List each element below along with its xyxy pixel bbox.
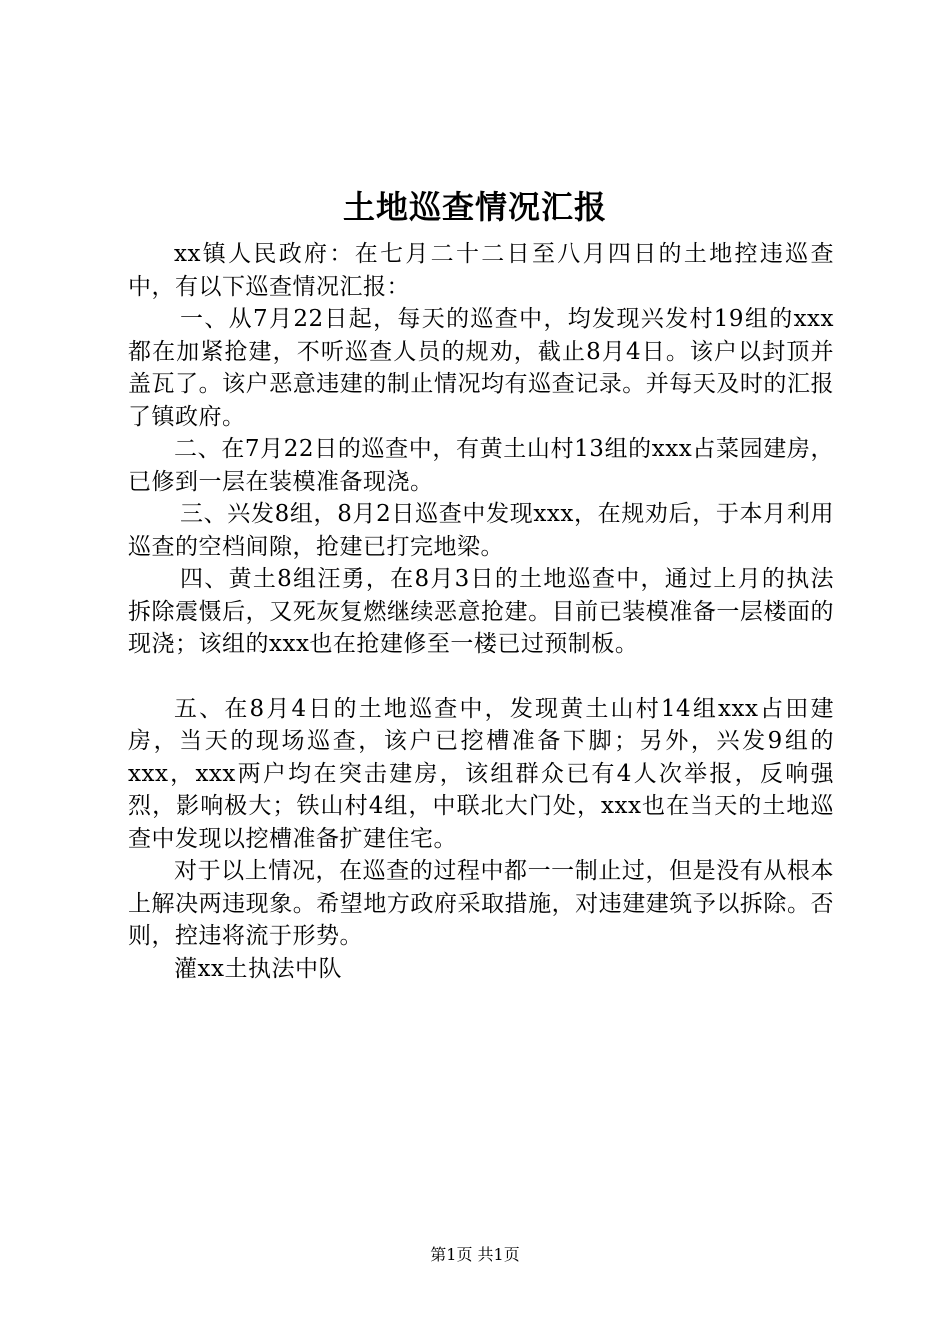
document-body (128, 238, 834, 985)
paragraph-salutation: xx镇人民政府：在七月二十二日至八月四日的土地控违巡查中，有以下巡查情况汇报： (128, 241, 834, 300)
paragraph-item-2: 二、在7月22日的巡查中，有黄土山村13组的xxx占菜园建房，已修到一层在装模准备现浇。 (128, 436, 834, 495)
paragraph-item-4: 四、黄土8组汪勇，在8月3日的土地巡查中，通过上月的执法拆除震慑后，又死灰复燃继续恶意抢建。目前已装模准备一层楼面的现浇；该组的xxx也在抢建修至一楼已过预制板。 (128, 566, 834, 657)
paragraph-conclusion: 对于以上情况，在巡查的过程中都一一制止过，但是没有从根本上解决两违现象。希望地方政府采取措施，对违建建筑予以拆除。否则，控违将流于形势。 (128, 858, 834, 949)
document-title: 土地巡查情况汇报 (342, 188, 607, 226)
paragraph-item-1: 一、从7月22日起，每天的巡查中，均发现兴发村19组的xxx都在加紧抢建，不听巡查人员的规劝，截止8月4日。该户以封顶并盖瓦了。该户恶意违建的制止情况均有巡查记录。并每天及时的汇报了镇政府。 (128, 306, 834, 430)
paragraph-item-3: 三、兴发8组，8月2日巡查中发现xxx，在规劝后，于本月利用巡查的空档间隙，抢建已打完地梁。 (128, 501, 834, 560)
page-footer: 第1页 共1页 (430, 1245, 520, 1264)
signature: 灌xx土执法中队 (174, 955, 342, 982)
paragraph-item-5: 五、在8月4日的土地巡查中，发现黄土山村14组xxx占田建房，当天的现场巡查，该户已挖槽准备下脚；另外，兴发9组的xxx，xxx两户均在突击建房，该组群众已有4人次举报，反响强烈，影响极大；铁山村4组，中联北大门处，xxx也在当天的土地巡查中发现以挖槽准备扩建住宅。 (128, 695, 834, 852)
